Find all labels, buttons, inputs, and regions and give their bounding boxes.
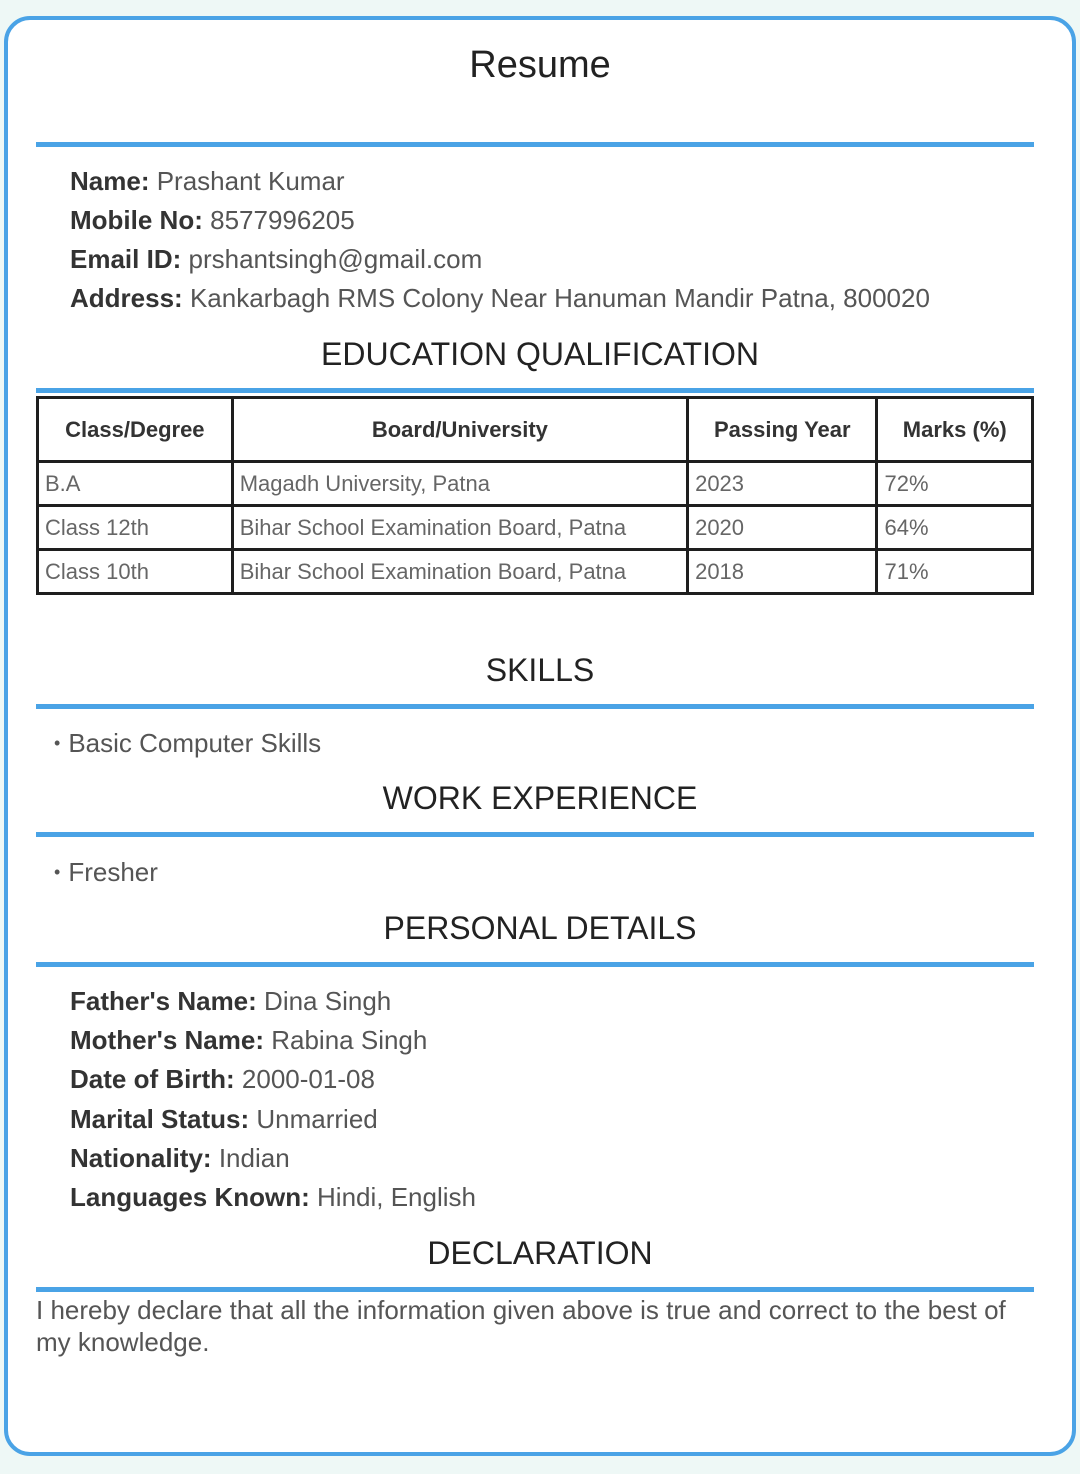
- cell-board: Bihar School Examination Board, Patna: [232, 506, 687, 550]
- education-divider: [36, 388, 1034, 393]
- table-row: [38, 550, 1033, 594]
- personal-mother: [70, 1025, 427, 1056]
- cell-class: B.A: [38, 462, 233, 506]
- contact-mobile: [70, 205, 355, 236]
- personal-heading: PERSONAL DETAILS: [383, 910, 697, 946]
- skills-divider: [36, 704, 1034, 709]
- cell-year: 2023: [688, 462, 877, 506]
- declaration-text: I hereby declare that all the information given above is true and correct to the best of my knowledge.: [36, 1295, 1006, 1357]
- header-board-university: Board/University: [232, 398, 687, 462]
- work-divider: [36, 832, 1034, 837]
- contact-address: [70, 283, 930, 314]
- contact-email-value: prshantsingh@gmail.com: [188, 244, 483, 274]
- contact-name-label: Name:: [70, 166, 150, 196]
- work-heading: WORK EXPERIENCE: [382, 780, 698, 816]
- cell-year: 2018: [688, 550, 877, 594]
- contact-address-label: Address:: [70, 283, 183, 313]
- contact-mobile-value: 8577996205: [210, 205, 355, 235]
- cell-board: Bihar School Examination Board, Patna: [232, 550, 687, 594]
- title-divider: [36, 142, 1034, 147]
- nationality-label: Nationality:: [70, 1143, 212, 1173]
- personal-divider: [36, 962, 1034, 967]
- personal-nationality: [70, 1143, 290, 1174]
- education-table: [36, 396, 1034, 595]
- father-value: Dina Singh: [264, 986, 392, 1016]
- languages-label: Languages Known:: [70, 1182, 310, 1212]
- dob-value: 2000-01-08: [241, 1064, 375, 1094]
- header-passing-year: Passing Year: [688, 398, 877, 462]
- table-row: [38, 506, 1033, 550]
- mother-label: Mother's Name:: [70, 1025, 264, 1055]
- cell-marks: 72%: [877, 462, 1033, 506]
- personal-languages: [70, 1182, 476, 1213]
- cell-board: Magadh University, Patna: [232, 462, 687, 506]
- cell-class: Class 10th: [38, 550, 233, 594]
- table-row: [38, 462, 1033, 506]
- skill-item: [54, 728, 321, 759]
- cell-year: 2020: [688, 506, 877, 550]
- personal-marital: [70, 1104, 378, 1135]
- nationality-value: Indian: [218, 1143, 290, 1173]
- contact-mobile-label: Mobile No:: [70, 205, 203, 235]
- skills-heading: SKILLS: [485, 652, 595, 688]
- skill-item-text: Basic Computer Skills: [68, 728, 322, 758]
- personal-father: [70, 986, 391, 1017]
- father-label: Father's Name:: [70, 986, 257, 1016]
- bullet-icon: •: [54, 862, 61, 882]
- marital-label: Marital Status:: [70, 1104, 250, 1134]
- page-title: Resume: [469, 44, 611, 86]
- marital-value: Unmarried: [256, 1104, 378, 1134]
- contact-name: [70, 166, 345, 197]
- work-item: [54, 857, 158, 888]
- cell-marks: 71%: [877, 550, 1033, 594]
- personal-dob: [70, 1064, 375, 1095]
- contact-email: [70, 244, 482, 275]
- header-class-degree: Class/Degree: [38, 398, 233, 462]
- mother-value: Rabina Singh: [271, 1025, 428, 1055]
- bullet-icon: •: [54, 733, 61, 753]
- dob-label: Date of Birth:: [70, 1064, 235, 1094]
- education-heading: EDUCATION QUALIFICATION: [321, 336, 759, 372]
- cell-marks: 64%: [877, 506, 1033, 550]
- declaration-divider: [36, 1287, 1034, 1292]
- header-marks: Marks (%): [877, 398, 1033, 462]
- contact-email-label: Email ID:: [70, 244, 182, 274]
- cell-class: Class 12th: [38, 506, 233, 550]
- contact-address-value: Kankarbagh RMS Colony Near Hanuman Mandir Patna, 800020: [189, 283, 930, 313]
- contact-name-value: Prashant Kumar: [156, 166, 345, 196]
- table-header-row: [38, 398, 1033, 462]
- declaration-heading: DECLARATION: [427, 1235, 653, 1271]
- work-item-text: Fresher: [68, 857, 158, 887]
- languages-value: Hindi, English: [317, 1182, 476, 1212]
